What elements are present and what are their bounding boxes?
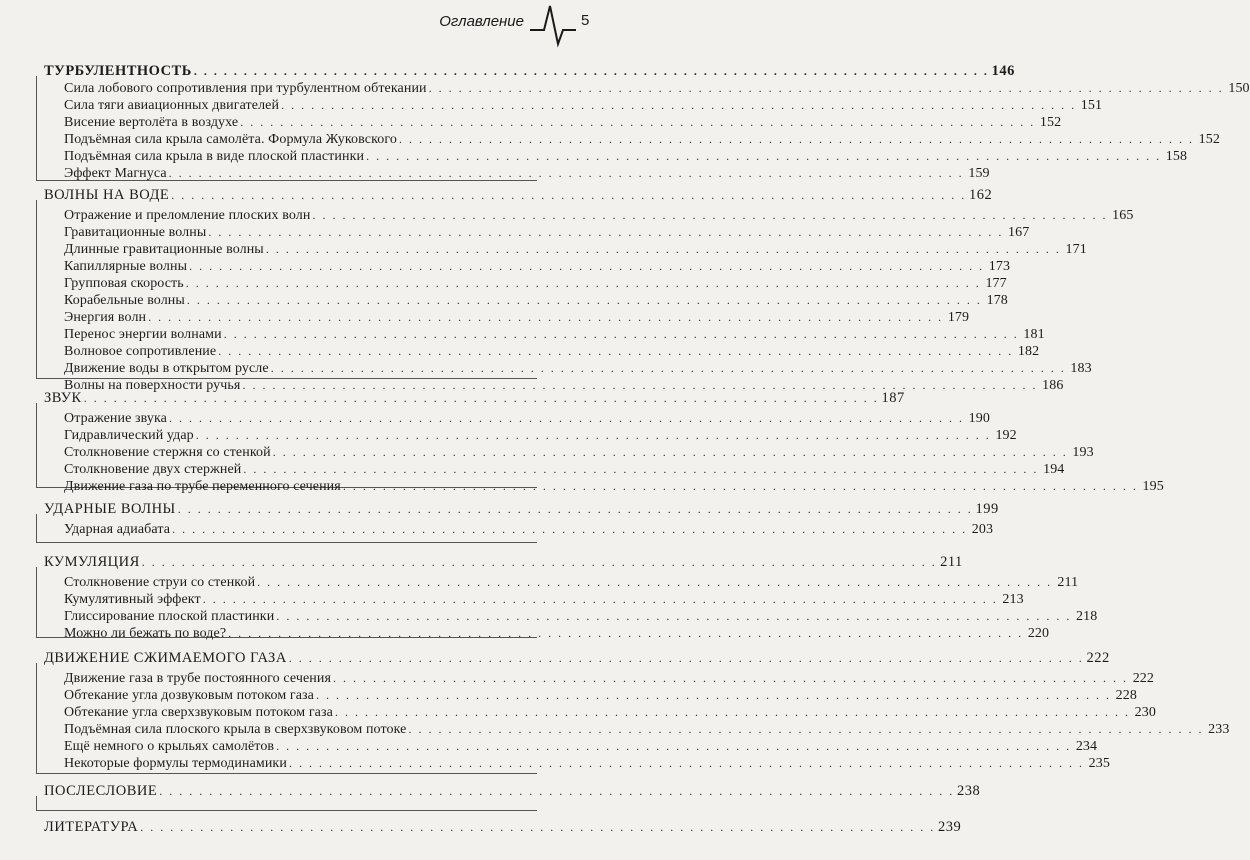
item-page: 152 [1039, 115, 1062, 130]
dot-leader: . . . . . . . . . . . . . . . . . . . . . . . . . . . . . . . . . . . . . . . . . . . . . . . . . . . . . . . . . . . . . . . . . . . . . . . . . . . . . . . . [281, 98, 1077, 112]
dot-leader: . . . . . . . . . . . . . . . . . . . . . . . . . . . . . . . . . . . . . . . . . . . . . . . . . . . . . . . . . . . . . . . . . . . . . . . . . . . . . . . . [276, 739, 1072, 753]
toc-item[interactable] [64, 164, 990, 182]
item-page: 158 [1165, 149, 1188, 164]
toc-item[interactable] [64, 590, 1024, 608]
toc-item[interactable] [64, 342, 1040, 360]
item-title: Волновое сопротивление [64, 344, 217, 359]
item-title: Эффект Магнуса [64, 166, 167, 181]
item-page: 192 [995, 428, 1017, 443]
toc-section[interactable] [44, 500, 999, 518]
dot-leader: . . . . . . . . . . . . . . . . . . . . . . . . . . . . . . . . . . . . . . . . . . . . . . . . . . . . . . . . . . . . . . . . . . . . . . . . . . . . . . . . [148, 310, 944, 324]
dot-leader: . . . . . . . . . . . . . . . . . . . . . . . . . . . . . . . . . . . . . . . . . . . . . . . . . . . . . . . . . . . . . . . . . . . . . . . . . . . . . . . . [408, 722, 1204, 736]
item-title: Гидравлический удар [64, 428, 194, 443]
item-page: 195 [1142, 479, 1164, 494]
toc-item[interactable] [64, 291, 1008, 309]
toc-item[interactable] [64, 308, 970, 326]
dot-leader: . . . . . . . . . . . . . . . . . . . . . . . . . . . . . . . . . . . . . . . . . . . . . . . . . . . . . . . . . . . . . . . . . . . . . . . . . . . . . . . . [223, 327, 1019, 341]
dot-leader: . . . . . . . . . . . . . . . . . . . . . . . . . . . . . . . . . . . . . . . . . . . . . . . . . . . . . . . . . . . . . . . . . . . . . . . . . . . . . . . . [141, 555, 937, 569]
dot-leader: . . . . . . . . . . . . . . . . . . . . . . . . . . . . . . . . . . . . . . . . . . . . . . . . . . . . . . . . . . . . . . . . . . . . . . . . . . . . . . . . [208, 225, 1004, 239]
section-title: ПОСЛЕСЛОВИЕ [44, 783, 158, 799]
toc-item[interactable] [64, 477, 1164, 495]
section-page: 199 [975, 501, 999, 517]
toc-section[interactable] [44, 782, 981, 800]
item-title: Столкновение двух стержней [64, 462, 242, 477]
dot-leader: . . . . . . . . . . . . . . . . . . . . . . . . . . . . . . . . . . . . . . . . . . . . . . . . . . . . . . . . . . . . . . . . . . . . . . . . . . . . . . . . [218, 344, 1014, 358]
item-page: 177 [985, 276, 1007, 291]
toc-item[interactable] [64, 147, 1188, 165]
item-title: Кумулятивный эффект [64, 592, 201, 607]
item-page: 220 [1027, 626, 1050, 641]
section-page: 162 [968, 187, 993, 203]
header-title: Оглавление [439, 13, 524, 30]
toc-item[interactable] [64, 130, 1220, 148]
item-title: Гравитационные волны [64, 225, 207, 240]
dot-leader: . . . . . . . . . . . . . . . . . . . . . . . . . . . . . . . . . . . . . . . . . . . . . . . . . . . . . . . . . . . . . . . . . . . . . . . . . . . . . . . . [228, 626, 1024, 640]
item-page: 230 [1134, 705, 1156, 720]
toc-item[interactable] [64, 520, 994, 538]
dot-leader: . . . . . . . . . . . . . . . . . . . . . . . . . . . . . . . . . . . . . . . . . . . . . . . . . . . . . . . . . . . . . . . . . . . . . . . . . . . . . . . . [288, 651, 1084, 665]
dot-leader: . . . . . . . . . . . . . . . . . . . . . . . . . . . . . . . . . . . . . . . . . . . . . . . . . . . . . . . . . . . . . . . . . . . . . . . . . . . . . . . . [186, 293, 982, 307]
toc-section[interactable] [44, 389, 905, 407]
item-title: Обтекание угла сверхзвуковым потоком газа [64, 705, 333, 720]
dot-leader: . . . . . . . . . . . . . . . . . . . . . . . . . . . . . . . . . . . . . . . . . . . . . . . . . . . . . . . . . . . . . . . . . . . . . . . . . . . . . . . . [272, 445, 1068, 459]
toc-item[interactable] [64, 703, 1156, 721]
item-page: 173 [988, 259, 1011, 274]
section-page: 238 [957, 783, 981, 799]
toc-section[interactable] [44, 553, 963, 571]
item-title: Можно ли бежать по воде? [64, 626, 227, 641]
toc-section[interactable] [44, 818, 962, 836]
section-page: 211 [940, 554, 963, 570]
item-title: Столкновение струи со стенкой [64, 575, 256, 590]
item-page: 183 [1070, 361, 1092, 376]
dot-leader: . . . . . . . . . . . . . . . . . . . . . . . . . . . . . . . . . . . . . . . . . . . . . . . . . . . . . . . . . . . . . . . . . . . . . . . . . . . . . . . . [288, 756, 1084, 770]
item-page: 222 [1132, 671, 1155, 686]
toc-item[interactable] [64, 79, 1250, 97]
item-page: 159 [968, 166, 990, 181]
section-title: ЗВУК [44, 390, 82, 406]
toc-item[interactable] [64, 325, 1045, 343]
item-page: 234 [1075, 739, 1098, 754]
toc-item[interactable] [64, 96, 1103, 114]
section-page: 187 [881, 390, 905, 406]
item-title: Корабельные волны [64, 293, 185, 308]
toc-item[interactable] [64, 624, 1050, 642]
toc-item[interactable] [64, 754, 1110, 772]
item-page: 203 [971, 522, 994, 537]
item-title: Капиллярные волны [64, 259, 188, 274]
item-page: 235 [1088, 756, 1110, 771]
toc-item[interactable] [64, 359, 1092, 377]
dot-leader: . . . . . . . . . . . . . . . . . . . . . . . . . . . . . . . . . . . . . . . . . . . . . . . . . . . . . . . . . . . . . . . . . . . . . . . . . . . . . . . . [168, 411, 964, 425]
toc-item[interactable] [64, 113, 1062, 131]
item-page: 228 [1115, 688, 1137, 703]
toc-item[interactable] [64, 686, 1137, 704]
dot-leader: . . . . . . . . . . . . . . . . . . . . . . . . . . . . . . . . . . . . . . . . . . . . . . . . . . . . . . . . . . . . . . . . . . . . . . . . . . . . . . . . [171, 188, 967, 202]
dot-leader: . . . . . . . . . . . . . . . . . . . . . . . . . . . . . . . . . . . . . . . . . . . . . . . . . . . . . . . . . . . . . . . . . . . . . . . . . . . . . . . . [276, 609, 1072, 623]
section-title: ВОЛНЫ НА ВОДЕ [44, 187, 170, 203]
item-title: Движение воды в открытом русле [64, 361, 269, 376]
item-page: 181 [1023, 327, 1045, 342]
dot-leader: . . . . . . . . . . . . . . . . . . . . . . . . . . . . . . . . . . . . . . . . . . . . . . . . . . . . . . . . . . . . . . . . . . . . . . . . . . . . . . . . [195, 428, 991, 442]
item-title: Длинные гравитационные волны [64, 242, 264, 257]
item-title: Волны на поверхности ручья [64, 378, 241, 393]
toc-item[interactable] [64, 206, 1134, 224]
dot-leader: . . . . . . . . . . . . . . . . . . . . . . . . . . . . . . . . . . . . . . . . . . . . . . . . . . . . . . . . . . . . . . . . . . . . . . . . . . . . . . . . [177, 502, 973, 516]
dot-leader: . . . . . . . . . . . . . . . . . . . . . . . . . . . . . . . . . . . . . . . . . . . . . . . . . . . . . . . . . . . . . . . . . . . . . . . . . . . . . . . . [168, 166, 964, 180]
section-title: УДАРНЫЕ ВОЛНЫ [44, 501, 176, 517]
item-page: 150 [1228, 81, 1250, 96]
dot-leader: . . . . . . . . . . . . . . . . . . . . . . . . . . . . . . . . . . . . . . . . . . . . . . . . . . . . . . . . . . . . . . . . . . . . . . . . . . . . . . . . [315, 688, 1111, 702]
toc-item[interactable] [64, 737, 1098, 755]
item-page: 179 [947, 310, 970, 325]
item-title: Движение газа в трубе постоянного сечения [64, 671, 332, 686]
toc-item[interactable] [64, 426, 1017, 444]
dot-leader: . . . . . . . . . . . . . . . . . . . . . . . . . . . . . . . . . . . . . . . . . . . . . . . . . . . . . . . . . . . . . . . . . . . . . . . . . . . . . . . . [243, 462, 1039, 476]
toc-section[interactable] [44, 62, 1015, 80]
dot-leader: . . . . . . . . . . . . . . . . . . . . . . . . . . . . . . . . . . . . . . . . . . . . . . . . . . . . . . . . . . . . . . . . . . . . . . . . . . . . . . . . [366, 149, 1162, 163]
item-title: Подъёмная сила крыла самолёта. Формула Жуковского [64, 132, 397, 147]
toc-item[interactable] [64, 607, 1098, 625]
item-page: 233 [1208, 722, 1230, 737]
toc-item[interactable] [64, 460, 1065, 478]
toc-item[interactable] [64, 274, 1007, 292]
item-page: 182 [1017, 344, 1040, 359]
dot-leader: . . . . . . . . . . . . . . . . . . . . . . . . . . . . . . . . . . . . . . . . . . . . . . . . . . . . . . . . . . . . . . . . . . . . . . . . . . . . . . . . [159, 784, 955, 798]
dot-leader: . . . . . . . . . . . . . . . . . . . . . . . . . . . . . . . . . . . . . . . . . . . . . . . . . . . . . . . . . . . . . . . . . . . . . . . . . . . . . . . . [398, 132, 1194, 146]
item-page: 193 [1072, 445, 1094, 460]
dot-leader: . . . . . . . . . . . . . . . . . . . . . . . . . . . . . . . . . . . . . . . . . . . . . . . . . . . . . . . . . . . . . . . . . . . . . . . . . . . . . . . . [342, 479, 1138, 493]
item-title: Движение газа по трубе переменного сечения [64, 479, 341, 494]
dot-leader: . . . . . . . . . . . . . . . . . . . . . . . . . . . . . . . . . . . . . . . . . . . . . . . . . . . . . . . . . . . . . . . . . . . . . . . . . . . . . . . . [240, 115, 1036, 129]
item-title: Энергия волн [64, 310, 147, 325]
section-title: КУМУЛЯЦИЯ [44, 554, 140, 570]
item-title: Групповая скорость [64, 276, 184, 291]
toc-item[interactable] [64, 669, 1155, 687]
item-title: Сила лобового сопротивления при турбулентном обтекании [64, 81, 427, 96]
item-title: Сила тяги авиационных двигателей [64, 98, 280, 113]
item-title: Обтекание угла дозвуковым потоком газа [64, 688, 314, 703]
item-page: 218 [1076, 609, 1098, 624]
item-page: 167 [1008, 225, 1030, 240]
dot-leader: . . . . . . . . . . . . . . . . . . . . . . . . . . . . . . . . . . . . . . . . . . . . . . . . . . . . . . . . . . . . . . . . . . . . . . . . . . . . . . . . [312, 208, 1108, 222]
dot-leader: . . . . . . . . . . . . . . . . . . . . . . . . . . . . . . . . . . . . . . . . . . . . . . . . . . . . . . . . . . . . . . . . . . . . . . . . . . . . . . . . [172, 522, 968, 536]
dot-leader: . . . . . . . . . . . . . . . . . . . . . . . . . . . . . . . . . . . . . . . . . . . . . . . . . . . . . . . . . . . . . . . . . . . . . . . . . . . . . . . . [140, 820, 936, 834]
section-title: ТУРБУЛЕНТНОСТЬ [44, 63, 192, 79]
dot-leader: . . . . . . . . . . . . . . . . . . . . . . . . . . . . . . . . . . . . . . . . . . . . . . . . . . . . . . . . . . . . . . . . . . . . . . . . . . . . . . . . [202, 592, 998, 606]
item-title: Отражение и преломление плоских волн [64, 208, 311, 223]
section-page: 239 [937, 819, 962, 835]
item-page: 178 [986, 293, 1008, 308]
item-page: 152 [1198, 132, 1220, 147]
dot-leader: . . . . . . . . . . . . . . . . . . . . . . . . . . . . . . . . . . . . . . . . . . . . . . . . . . . . . . . . . . . . . . . . . . . . . . . . . . . . . . . . [334, 705, 1130, 719]
toc-item[interactable] [64, 257, 1011, 275]
section-page: 222 [1086, 650, 1110, 666]
dot-leader: . . . . . . . . . . . . . . . . . . . . . . . . . . . . . . . . . . . . . . . . . . . . . . . . . . . . . . . . . . . . . . . . . . . . . . . . . . . . . . . . [333, 671, 1129, 685]
toc-item[interactable] [64, 720, 1230, 738]
toc-item[interactable] [64, 240, 1087, 258]
item-page: 211 [1057, 575, 1079, 590]
item-page: 194 [1043, 462, 1065, 477]
dot-leader: . . . . . . . . . . . . . . . . . . . . . . . . . . . . . . . . . . . . . . . . . . . . . . . . . . . . . . . . . . . . . . . . . . . . . . . . . . . . . . . . [189, 259, 985, 273]
header-page-number: 5 [581, 12, 590, 29]
toc-item[interactable] [64, 409, 990, 427]
item-title: Глиссирование плоской пластинки [64, 609, 275, 624]
toc-item[interactable] [64, 573, 1079, 591]
dot-leader: . . . . . . . . . . . . . . . . . . . . . . . . . . . . . . . . . . . . . . . . . . . . . . . . . . . . . . . . . . . . . . . . . . . . . . . . . . . . . . . . [193, 64, 989, 78]
toc-item[interactable] [64, 443, 1094, 461]
item-page: 171 [1065, 242, 1087, 257]
section-title: ДВИЖЕНИЕ СЖИМАЕМОГО ГАЗА [44, 650, 287, 666]
item-title: Некоторые формулы термодинамики [64, 756, 287, 771]
dot-leader: . . . . . . . . . . . . . . . . . . . . . . . . . . . . . . . . . . . . . . . . . . . . . . . . . . . . . . . . . . . . . . . . . . . . . . . . . . . . . . . . [265, 242, 1061, 256]
item-page: 190 [968, 411, 990, 426]
item-title: Ещё немного о крыльях самолётов [64, 739, 275, 754]
toc-section[interactable] [44, 649, 1110, 667]
dot-leader: . . . . . . . . . . . . . . . . . . . . . . . . . . . . . . . . . . . . . . . . . . . . . . . . . . . . . . . . . . . . . . . . . . . . . . . . . . . . . . . . [257, 575, 1053, 589]
dot-leader: . . . . . . . . . . . . . . . . . . . . . . . . . . . . . . . . . . . . . . . . . . . . . . . . . . . . . . . . . . . . . . . . . . . . . . . . . . . . . . . . [270, 361, 1066, 375]
item-page: 213 [1002, 592, 1024, 607]
item-title: Перенос энергии волнами [64, 327, 222, 342]
dot-leader: . . . . . . . . . . . . . . . . . . . . . . . . . . . . . . . . . . . . . . . . . . . . . . . . . . . . . . . . . . . . . . . . . . . . . . . . . . . . . . . . [185, 276, 981, 290]
item-title: Подъёмная сила крыла в виде плоской пластинки [64, 149, 365, 164]
section-page: 146 [991, 63, 1015, 79]
item-title: Висение вертолёта в воздухе [64, 115, 239, 130]
item-page: 165 [1112, 208, 1134, 223]
item-title: Отражение звука [64, 411, 167, 426]
dot-leader: . . . . . . . . . . . . . . . . . . . . . . . . . . . . . . . . . . . . . . . . . . . . . . . . . . . . . . . . . . . . . . . . . . . . . . . . . . . . . . . . [428, 81, 1224, 95]
dot-leader: . . . . . . . . . . . . . . . . . . . . . . . . . . . . . . . . . . . . . . . . . . . . . . . . . . . . . . . . . . . . . . . . . . . . . . . . . . . . . . . . [242, 378, 1038, 392]
item-page: 186 [1042, 378, 1064, 393]
toc-section[interactable] [44, 186, 993, 204]
dot-leader: . . . . . . . . . . . . . . . . . . . . . . . . . . . . . . . . . . . . . . . . . . . . . . . . . . . . . . . . . . . . . . . . . . . . . . . . . . . . . . . . [83, 391, 879, 405]
item-page: 151 [1080, 98, 1103, 113]
item-title: Ударная адиабата [64, 522, 171, 537]
toc-item[interactable] [64, 223, 1030, 241]
item-title: Столкновение стержня со стенкой [64, 445, 271, 460]
section-title: ЛИТЕРАТУРА [44, 819, 139, 835]
item-title: Подъёмная сила плоского крыла в сверхзвуковом потоке [64, 722, 407, 737]
